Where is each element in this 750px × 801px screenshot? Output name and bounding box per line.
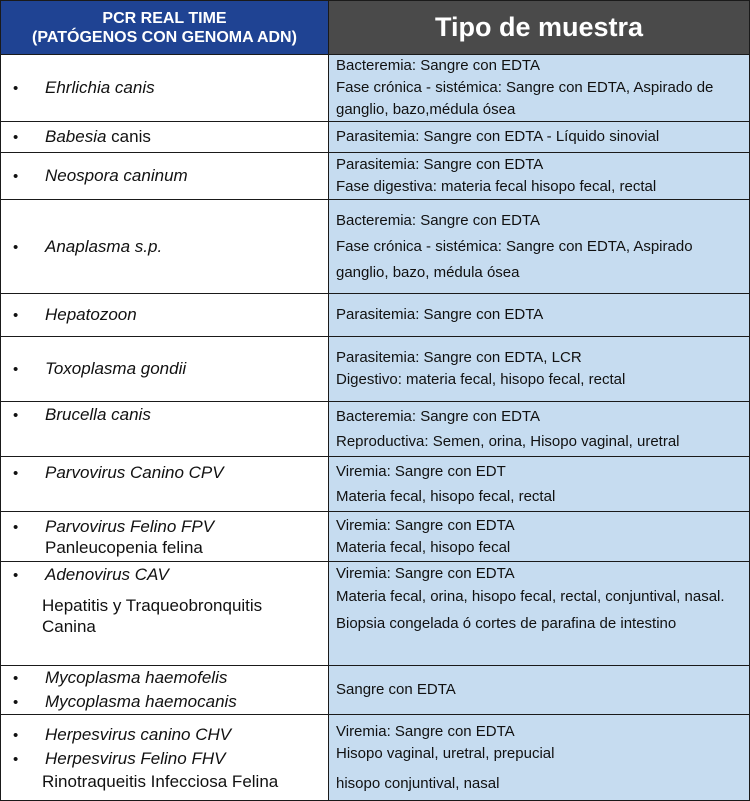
table-row bbox=[1, 294, 750, 337]
sample-line: Viremia: Sangre con EDTA bbox=[336, 516, 515, 534]
pathogen-name: Toxoplasma gondii bbox=[45, 359, 187, 378]
bullet-icon: • bbox=[13, 670, 19, 687]
pathogen-cell bbox=[1, 402, 329, 457]
bullet-icon: • bbox=[13, 567, 19, 584]
header-pathogens bbox=[1, 1, 329, 55]
bullet-icon: • bbox=[13, 238, 19, 256]
pathogen-cell bbox=[1, 122, 329, 153]
table-row bbox=[1, 457, 750, 512]
pathogen-subtitle: Panleucopenia felina bbox=[45, 537, 203, 557]
sample-cell bbox=[329, 402, 750, 457]
sample-line: Bacteremia: Sangre con EDTA bbox=[336, 408, 540, 425]
sample-line: Sangre con EDTA bbox=[336, 681, 456, 698]
sample-line: Fase digestiva: materia fecal hisopo fecal, rectal bbox=[336, 178, 657, 195]
pathogen-name: Mycoplasma haemofelis bbox=[45, 668, 228, 687]
table-row bbox=[1, 200, 750, 294]
sample-line: Parasitemia: Sangre con EDTA - Líquido sinovial bbox=[336, 128, 660, 145]
sample-cell bbox=[329, 200, 750, 294]
sample-line: Reproductiva: Semen, orina, Hisopo vaginal, uretral bbox=[336, 433, 680, 450]
sample-line: Fase crónica - sistémica: Sangre con EDTA, Aspirado ganglio, bazo, médula ósea bbox=[336, 237, 693, 281]
bullet-icon: • bbox=[13, 751, 19, 768]
table-row bbox=[1, 337, 750, 402]
bullet-icon: • bbox=[13, 518, 19, 536]
pathogen-name: Babesia bbox=[45, 127, 107, 146]
sample-line: Parasitemia: Sangre con EDTA bbox=[336, 306, 544, 323]
pathogen-subtitle: Hepatitis y Traqueobronquitis Canina bbox=[42, 596, 263, 636]
sample-line: Materia fecal, orina, hisopo fecal, rectal, conjuntival, nasal. bbox=[336, 588, 725, 605]
sample-line: Parasitemia: Sangre con EDTA, LCR bbox=[336, 349, 582, 366]
sample-cell bbox=[329, 666, 750, 715]
header-sample-type: Tipo de muestra bbox=[329, 1, 750, 55]
pathogen-name: Parvovirus Felino FPV bbox=[45, 516, 215, 536]
pathogen-cell bbox=[1, 666, 329, 715]
pathogen-cell bbox=[1, 153, 329, 200]
pathogen-cell bbox=[1, 715, 329, 801]
header-line1: PCR REAL TIME bbox=[102, 9, 227, 27]
pathogen-subtitle: Rinotraqueitis Infecciosa Felina bbox=[42, 772, 279, 791]
pathogen-name: Neospora caninum bbox=[45, 166, 188, 185]
pathogen-name: Brucella canis bbox=[45, 405, 151, 424]
sample-line: Biopsia congelada ó cortes de parafina de intestino bbox=[336, 615, 677, 632]
sample-line: Bacteremia: Sangre con EDTA bbox=[336, 57, 540, 74]
sample-cell bbox=[329, 337, 750, 402]
sample-cell bbox=[329, 294, 750, 337]
pathogen-name: Herpesvirus canino CHV bbox=[45, 725, 232, 744]
sample-cell bbox=[329, 153, 750, 200]
pathogen-cell bbox=[1, 457, 329, 512]
sample-line: Digestivo: materia fecal, hisopo fecal, rectal bbox=[336, 371, 626, 388]
sample-cell bbox=[329, 715, 750, 801]
pathogen-name: Parvovirus Canino CPV bbox=[45, 463, 224, 482]
sample-line: Viremia: Sangre con EDTA bbox=[336, 565, 515, 582]
bullet-icon: • bbox=[13, 361, 19, 378]
pathogen-name: Adenovirus CAV bbox=[45, 565, 169, 584]
table-header-row bbox=[1, 1, 750, 55]
table-row bbox=[1, 512, 750, 562]
sample-cell bbox=[329, 55, 750, 122]
sample-line: Viremia: Sangre con EDTA bbox=[336, 722, 515, 740]
pathogen-cell bbox=[1, 562, 329, 666]
bullet-icon: • bbox=[13, 407, 19, 424]
sample-line: Hisopo vaginal, uretral, prepucial bbox=[336, 744, 555, 762]
table-row bbox=[1, 402, 750, 457]
sample-cell bbox=[329, 122, 750, 153]
sample-line: Materia fecal, hisopo fecal, rectal bbox=[336, 488, 556, 505]
sample-cell bbox=[329, 457, 750, 512]
sample-cell bbox=[329, 512, 750, 562]
pathogen-cell bbox=[1, 200, 329, 294]
bullet-icon: • bbox=[13, 168, 19, 185]
bullet-icon: • bbox=[13, 465, 19, 482]
table-row bbox=[1, 122, 750, 153]
pathogen-cell bbox=[1, 512, 329, 562]
table-row bbox=[1, 153, 750, 200]
pathogen-cell bbox=[1, 55, 329, 122]
table-row bbox=[1, 55, 750, 122]
pathogen-name: Mycoplasma haemocanis bbox=[45, 692, 237, 711]
pathogen-name: Ehrlichia canis bbox=[45, 78, 155, 97]
bullet-icon: • bbox=[13, 80, 19, 97]
sample-cell bbox=[329, 562, 750, 666]
bullet-icon: • bbox=[13, 129, 19, 146]
header-line2: (PATÓGENOS CON GENOMA ADN) bbox=[32, 28, 297, 46]
bullet-icon: • bbox=[13, 307, 19, 324]
sample-line: Bacteremia: Sangre con EDTA bbox=[336, 211, 540, 229]
bullet-icon: • bbox=[13, 694, 19, 711]
pathogen-name: Anaplasma s.p. bbox=[45, 236, 163, 256]
pathogen-cell bbox=[1, 294, 329, 337]
sample-line: Materia fecal, hisopo fecal bbox=[336, 538, 511, 556]
bullet-icon: • bbox=[13, 727, 19, 744]
pathogen-cell bbox=[1, 337, 329, 402]
table-row bbox=[1, 666, 750, 715]
sample-line: Viremia: Sangre con EDT bbox=[336, 463, 506, 480]
pathogen-name: Herpesvirus Felino FHV bbox=[45, 749, 226, 768]
sample-line: hisopo conjuntival, nasal bbox=[336, 774, 500, 792]
sample-line: Parasitemia: Sangre con EDTA bbox=[336, 156, 544, 173]
sample-line: Fase crónica - sistémica: Sangre con EDTA, Aspirado de ganglio, bazo,médula ósea bbox=[336, 79, 714, 118]
table-row bbox=[1, 715, 750, 801]
table-row bbox=[1, 562, 750, 666]
pathogen-name-suffix: canis bbox=[111, 127, 151, 146]
pathogen-name: Hepatozoon bbox=[45, 305, 137, 324]
